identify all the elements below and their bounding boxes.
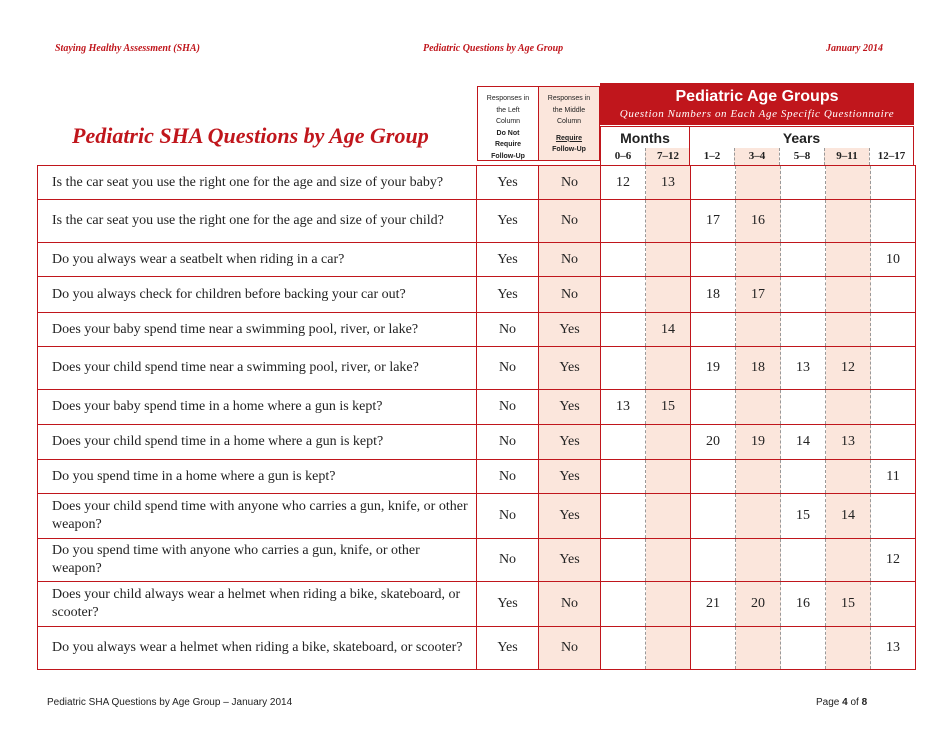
question-number-cell [781, 460, 826, 494]
questions-table [37, 165, 916, 670]
question-number-cell: 13 [826, 425, 871, 460]
table-row [38, 494, 916, 539]
question-text: Does your child spend time with anyone who carries a gun, knife, or other weapon? [38, 494, 477, 539]
question-number-cell: 12 [826, 347, 871, 390]
age-groups-subtitle: Question Numbers on Each Age Specific Questionnaire [619, 108, 895, 120]
question-number-cell [601, 313, 646, 347]
question-number-cell [871, 494, 916, 539]
left-response: Yes [477, 200, 539, 243]
question-number-cell [826, 166, 871, 200]
footer-left: Pediatric SHA Questions by Age Group – January 2014 [47, 697, 293, 708]
age-groups-banner [600, 83, 914, 125]
question-number-cell [646, 200, 691, 243]
months-group-label: Months [600, 126, 690, 148]
question-number-cell [691, 494, 736, 539]
question-text: Does your child always wear a helmet when riding a bike, skateboard, or scooter? [38, 582, 477, 627]
question-number-cell [826, 313, 871, 347]
question-number-cell: 11 [871, 460, 916, 494]
question-number-cell [601, 425, 646, 460]
middle-response: Yes [539, 460, 601, 494]
question-number-cell: 18 [691, 277, 736, 313]
years-group-label: Years [689, 126, 914, 148]
table-row [38, 425, 916, 460]
header-right: January 2014 [826, 43, 883, 54]
table-row [38, 347, 916, 390]
table-row [38, 627, 916, 670]
middle-response: Yes [539, 494, 601, 539]
question-number-cell [826, 243, 871, 277]
middle-response: Yes [539, 539, 601, 582]
question-number-cell [646, 494, 691, 539]
question-number-cell [871, 390, 916, 425]
middle-response: No [539, 243, 601, 277]
question-number-cell: 15 [826, 582, 871, 627]
age-groups-title: Pediatric Age Groups [675, 88, 839, 105]
question-number-cell: 14 [781, 425, 826, 460]
question-number-cell: 20 [691, 425, 736, 460]
question-number-cell [646, 539, 691, 582]
question-number-cell [826, 539, 871, 582]
left-response: Yes [477, 243, 539, 277]
table-row [38, 243, 916, 277]
question-number-cell: 12 [601, 166, 646, 200]
question-number-cell [781, 313, 826, 347]
age-header-cell: 3–4 [734, 148, 779, 165]
question-text: Does your baby spend time in a home where a gun is kept? [38, 390, 477, 425]
left-response: No [477, 494, 539, 539]
question-number-cell [601, 627, 646, 670]
question-number-cell [691, 166, 736, 200]
question-number-cell: 16 [781, 582, 826, 627]
question-number-cell [646, 627, 691, 670]
question-number-cell: 20 [736, 582, 781, 627]
question-number-cell [691, 460, 736, 494]
question-number-cell [826, 390, 871, 425]
question-number-cell [871, 582, 916, 627]
question-number-cell [871, 166, 916, 200]
question-number-cell: 17 [736, 277, 781, 313]
question-number-cell [646, 582, 691, 627]
age-header-cell: 5–8 [779, 148, 824, 165]
middle-response: No [539, 200, 601, 243]
question-text: Does your child spend time near a swimming pool, river, or lake? [38, 347, 477, 390]
left-response: No [477, 313, 539, 347]
question-number-cell: 17 [691, 200, 736, 243]
question-number-cell: 19 [691, 347, 736, 390]
age-header-cell: 0–6 [600, 148, 645, 165]
question-number-cell: 16 [736, 200, 781, 243]
left-response: Yes [477, 582, 539, 627]
question-number-cell [691, 627, 736, 670]
question-text: Does your child spend time in a home where a gun is kept? [38, 425, 477, 460]
question-number-cell [646, 277, 691, 313]
question-number-cell [871, 347, 916, 390]
question-number-cell: 15 [646, 390, 691, 425]
question-text: Is the car seat you use the right one for the age and size of your child? [38, 200, 477, 243]
page-title: Pediatric SHA Questions by Age Group [72, 123, 429, 148]
table-row [38, 313, 916, 347]
question-text: Do you spend time with anyone who carries a gun, knife, or other weapon? [38, 539, 477, 582]
question-number-cell [781, 243, 826, 277]
question-number-cell [736, 460, 781, 494]
middle-response: No [539, 582, 601, 627]
question-number-cell [646, 425, 691, 460]
left-response: No [477, 425, 539, 460]
question-number-cell [691, 539, 736, 582]
table-row [38, 582, 916, 627]
question-number-cell: 15 [781, 494, 826, 539]
question-number-cell [601, 277, 646, 313]
question-number-cell [736, 390, 781, 425]
question-number-cell [736, 243, 781, 277]
middle-response: Yes [539, 313, 601, 347]
header-center: Pediatric Questions by Age Group [423, 43, 564, 54]
left-column-header: Responses in the Left Column Do Not Require Follow-Up [477, 86, 539, 161]
table-row [38, 539, 916, 582]
question-number-cell [826, 627, 871, 670]
table-row [38, 200, 916, 243]
question-number-cell: 12 [871, 539, 916, 582]
question-number-cell [646, 347, 691, 390]
question-number-cell: 13 [601, 390, 646, 425]
question-number-cell: 14 [646, 313, 691, 347]
age-header-cell: 12–17 [869, 148, 914, 165]
left-response: Yes [477, 627, 539, 670]
question-number-cell: 21 [691, 582, 736, 627]
table-row [38, 166, 916, 200]
question-number-cell [781, 390, 826, 425]
left-response: No [477, 390, 539, 425]
table-row [38, 390, 916, 425]
question-text: Do you always check for children before backing your car out? [38, 277, 477, 313]
left-response: Yes [477, 166, 539, 200]
question-text: Do you spend time in a home where a gun is kept? [38, 460, 477, 494]
left-response: Yes [477, 277, 539, 313]
question-number-cell: 10 [871, 243, 916, 277]
question-number-cell [691, 243, 736, 277]
question-number-cell: 13 [871, 627, 916, 670]
question-number-cell [601, 460, 646, 494]
question-number-cell [601, 582, 646, 627]
question-number-cell [601, 200, 646, 243]
question-number-cell [601, 347, 646, 390]
question-number-cell [736, 627, 781, 670]
question-number-cell [781, 539, 826, 582]
question-number-cell [871, 425, 916, 460]
table-row [38, 460, 916, 494]
middle-response: Yes [539, 347, 601, 390]
question-number-cell [781, 277, 826, 313]
age-header-cell: 9–11 [824, 148, 869, 165]
question-number-cell [781, 627, 826, 670]
age-header-cell: 1–2 [689, 148, 734, 165]
question-number-cell [601, 494, 646, 539]
question-number-cell [781, 166, 826, 200]
middle-response: Yes [539, 425, 601, 460]
middle-response: Yes [539, 390, 601, 425]
header-left: Staying Healthy Assessment (SHA) [55, 43, 200, 54]
question-number-cell [736, 494, 781, 539]
left-response: No [477, 347, 539, 390]
question-number-cell [781, 200, 826, 243]
middle-response: No [539, 166, 601, 200]
question-number-cell [736, 539, 781, 582]
question-number-cell [736, 313, 781, 347]
question-number-cell [871, 200, 916, 243]
question-number-cell [826, 200, 871, 243]
question-text: Do you always wear a seatbelt when riding in a car? [38, 243, 477, 277]
question-number-cell [871, 313, 916, 347]
question-number-cell [646, 243, 691, 277]
age-header-cell: 7–12 [645, 148, 690, 165]
middle-response: No [539, 627, 601, 670]
question-number-cell [691, 313, 736, 347]
question-text: Is the car seat you use the right one for the age and size of your baby? [38, 166, 477, 200]
question-number-cell: 13 [646, 166, 691, 200]
question-text: Does your baby spend time near a swimming pool, river, or lake? [38, 313, 477, 347]
middle-response: No [539, 277, 601, 313]
question-number-cell [826, 460, 871, 494]
left-response: No [477, 460, 539, 494]
left-response: No [477, 539, 539, 582]
question-number-cell [826, 277, 871, 313]
question-number-cell: 19 [736, 425, 781, 460]
table-row [38, 277, 916, 313]
question-number-cell: 18 [736, 347, 781, 390]
question-number-cell [691, 390, 736, 425]
question-number-cell [871, 277, 916, 313]
page-number: Page 4 of 8 [816, 697, 868, 708]
question-text: Do you always wear a helmet when riding a bike, skateboard, or scooter? [38, 627, 477, 670]
middle-column-header: Responses in the Middle Column Require Follow-Up [538, 86, 600, 161]
question-number-cell: 13 [781, 347, 826, 390]
question-number-cell: 14 [826, 494, 871, 539]
question-number-cell [646, 460, 691, 494]
question-number-cell [601, 539, 646, 582]
question-number-cell [736, 166, 781, 200]
question-number-cell [601, 243, 646, 277]
